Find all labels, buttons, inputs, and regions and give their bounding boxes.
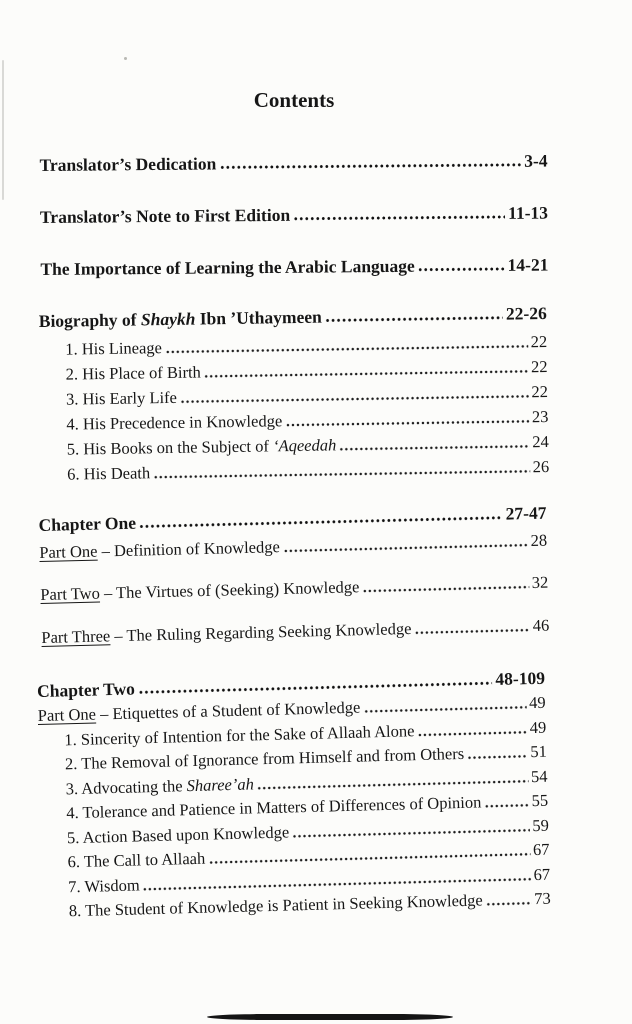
toc-entry-page: 14-21 xyxy=(507,254,549,275)
toc-entry-label: Part Three – The Ruling Regarding Seeking Knowledge xyxy=(41,618,412,647)
leader-dots xyxy=(219,163,521,170)
toc-entry-label: Translator’s Dedication xyxy=(39,153,217,176)
leader-dots xyxy=(418,267,505,272)
toc-entry-label: 6. His Death xyxy=(67,463,151,484)
leader-dots xyxy=(486,901,532,906)
leader-dots xyxy=(285,419,529,427)
toc-entry xyxy=(41,457,549,485)
leader-dots xyxy=(180,394,529,403)
toc-entry-label: Part Two – The Virtues of (Seeking) Knowledge xyxy=(40,577,360,604)
toc-entry-page: 22-26 xyxy=(505,303,547,324)
toc-entry-page: 55 xyxy=(531,790,549,811)
section-biography xyxy=(39,302,550,485)
toc-entry xyxy=(40,407,548,435)
toc-entry xyxy=(41,616,549,648)
toc-entry xyxy=(39,332,547,360)
leader-dots xyxy=(362,585,528,593)
toc-entry-label: 1. His Lineage xyxy=(65,338,163,359)
leader-dots xyxy=(165,344,528,354)
leader-dots xyxy=(467,754,527,760)
toc-entry-page: 67 xyxy=(533,864,551,884)
toc-entry xyxy=(39,531,547,563)
leader-dots xyxy=(292,828,529,838)
toc-entry-label: Chapter One xyxy=(38,512,137,536)
leader-dots xyxy=(293,215,505,221)
page-bottom-edge xyxy=(207,1014,453,1020)
leader-dots xyxy=(153,469,530,479)
leader-dots xyxy=(484,803,528,808)
toc-entry xyxy=(40,382,548,410)
toc-entry-page: 49 xyxy=(529,717,547,737)
toc-entry-page: 51 xyxy=(530,741,548,762)
toc-entry-label: 4. His Precedence in Knowledge xyxy=(66,411,283,434)
toc-entry-page: 22 xyxy=(530,357,548,377)
leader-dots xyxy=(363,705,526,713)
toc-entry-label: 1. Sincerity of Intention for the Sake of Allaah Alone xyxy=(64,720,415,749)
toc-entry xyxy=(40,202,548,228)
toc-entry-label: 2. His Place of Birth xyxy=(65,362,201,384)
toc-entry-label: 8. The Student of Knowledge is Patient in Seeking Knowledge xyxy=(68,890,483,921)
leader-dots xyxy=(417,730,526,737)
toc-entry-page: 3-4 xyxy=(524,150,548,171)
toc-entry-page: 49 xyxy=(528,692,546,713)
toc-entry-page: 48-109 xyxy=(495,667,546,690)
toc-entry-page: 46 xyxy=(532,615,550,635)
leader-dots xyxy=(208,852,530,864)
toc-entry-page: 54 xyxy=(530,766,548,786)
toc-entry-label: The Importance of Learning the Arabic Language xyxy=(40,255,415,279)
toc-entry-label: 3. Advocating the Sharee’ah xyxy=(65,773,255,798)
toc-entry-page: 22 xyxy=(530,332,548,352)
leader-dots xyxy=(414,628,529,635)
toc-entry xyxy=(39,150,547,176)
toc-entry-label: Part One – Etiquettes of a Student of Knowledge xyxy=(37,697,361,726)
toc-entry-page: 23 xyxy=(531,407,549,427)
toc-entry-label: Biography of Shaykh Ibn ’Uthaymeen xyxy=(38,306,322,332)
toc-entry-page: 24 xyxy=(532,432,549,452)
section-chapter-two xyxy=(37,667,551,922)
toc-entry-page: 32 xyxy=(531,572,549,592)
toc-entry-label: 5. Action Based upon Knowledge xyxy=(66,821,290,847)
toc-entry-label: 3. His Early Life xyxy=(65,387,178,409)
toc-entry-page: 11-13 xyxy=(508,202,549,223)
leader-dots xyxy=(139,516,503,529)
toc-entry-label: Translator’s Note to First Edition xyxy=(39,204,291,227)
toc-entry-label: 5. His Books on the Subject of ‘Aqeedah xyxy=(66,435,337,459)
toc-entry-page: 22 xyxy=(531,382,549,402)
leader-dots xyxy=(138,681,493,694)
toc-entry-page: 27-47 xyxy=(505,502,547,524)
toc-entry-page: 28 xyxy=(530,530,548,550)
toc-entry xyxy=(41,432,549,460)
toc-entry-label: 7. Wisdom xyxy=(67,874,140,896)
toc-entry-label: 4. Tolerance and Patience in Matters of Differences of Opinion xyxy=(66,792,482,823)
toc-entry xyxy=(40,254,548,280)
section-chapter-one xyxy=(38,502,549,648)
leader-dots xyxy=(283,543,528,553)
leader-dots xyxy=(339,444,529,451)
toc-entry-page: 26 xyxy=(532,457,550,477)
toc-entry-page: 59 xyxy=(532,815,550,835)
section-front-matter xyxy=(39,150,548,280)
leader-dots xyxy=(143,877,531,891)
toc-entry xyxy=(38,502,546,536)
scan-gutter-line xyxy=(2,60,4,200)
toc-entry xyxy=(40,573,548,605)
leader-dots xyxy=(257,779,528,790)
leader-dots xyxy=(204,369,528,378)
toc-entry-page: 73 xyxy=(533,888,551,909)
contents-title: Contents xyxy=(253,88,335,112)
toc-entry-page: 67 xyxy=(532,839,550,860)
toc-entry-label: Part One – Definition of Knowledge xyxy=(39,537,281,563)
scan-speck xyxy=(124,57,127,60)
toc-entry-label: 6. The Call to Allaah xyxy=(67,848,206,872)
toc-entry xyxy=(39,302,547,332)
toc-entry-label: 2. The Removal of Ignorance from Himself and from Others xyxy=(64,743,465,774)
leader-dots xyxy=(325,316,503,323)
toc-entry-label: Chapter Two xyxy=(36,678,136,702)
toc-content xyxy=(36,0,551,922)
toc-entry xyxy=(39,357,547,385)
